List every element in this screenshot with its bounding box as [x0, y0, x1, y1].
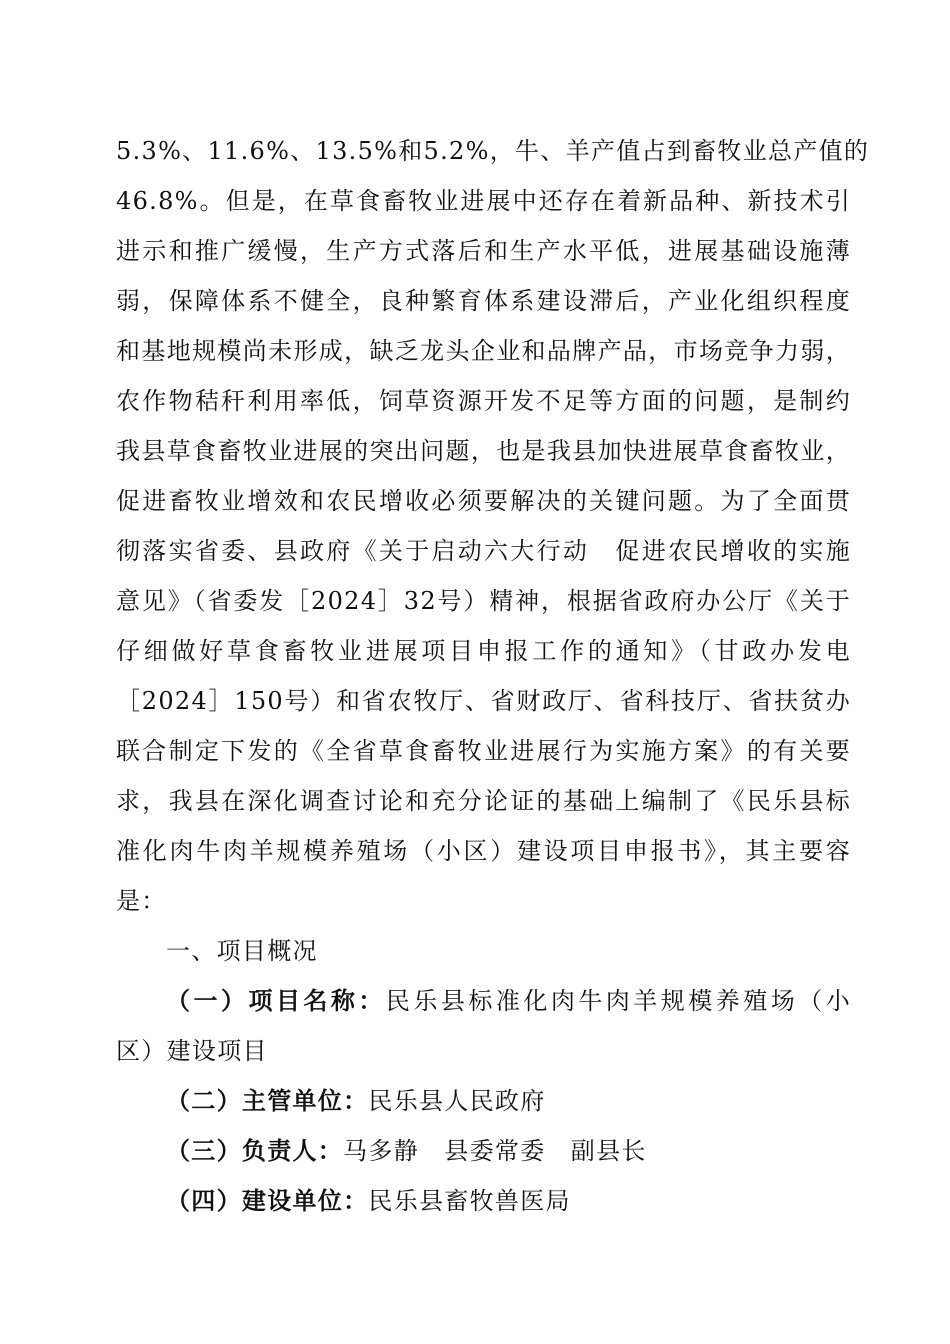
paragraph-line: 46.8%。但是，在草食畜牧业进展中还存在着新品种、新技术引 — [116, 187, 851, 215]
paragraph-line: 和基地规模尚未形成，缺乏龙头企业和品牌产品，市场竞争力弱， — [116, 337, 851, 365]
construction-unit-value: 民乐县畜牧兽医局 — [368, 1187, 571, 1215]
section-heading: 一、项目概况 — [166, 937, 318, 965]
paragraph-line: 5.3%、11.6%、13.5%和5.2%，牛、羊产值占到畜牧业总产值的 — [116, 137, 870, 165]
project-name-row — [166, 986, 851, 1016]
project-name-continuation: 区）建设项目 — [116, 1037, 268, 1065]
person-in-charge-value: 马多静 县委常委 副县长 — [343, 1137, 647, 1165]
supervising-unit-label: （二）主管单位： — [166, 1086, 369, 1115]
supervising-unit-value: 民乐县人民政府 — [368, 1087, 546, 1115]
paragraph-line: 促进畜牧业增效和农民增收必须要解决的关键问题。为了全面贯 — [116, 487, 851, 515]
paragraph-line: 联合制定下发的《全省草食畜牧业进展行为实施方案》的有关要 — [116, 737, 851, 765]
paragraph-line: ［2024］150号）和省农牧厅、省财政厅、省科技厅、省扶贫办 — [116, 687, 851, 715]
paragraph-line: 是： — [116, 887, 167, 915]
project-name-value: 民乐县标准化肉牛肉羊规模养殖场（小 — [385, 987, 851, 1015]
paragraph-line: 准化肉牛肉羊规模养殖场（小区）建设项目申报书》，其主要容 — [116, 837, 851, 865]
paragraph-line: 意见》（省委发［2024］32号）精神，根据省政府办公厅《关于 — [116, 587, 851, 615]
paragraph-line: 求，我县在深化调查讨论和充分论证的基础上编制了《民乐县标 — [116, 787, 851, 815]
construction-unit-label: （四）建设单位： — [166, 1186, 369, 1215]
construction-unit-row — [166, 1186, 901, 1216]
paragraph-line: 仔细做好草食畜牧业进展项目申报工作的通知》（甘政办发电 — [116, 637, 851, 665]
person-in-charge-row — [166, 1136, 901, 1166]
paragraph-line: 我县草食畜牧业进展的突出问题，也是我县加快进展草食畜牧业， — [116, 437, 851, 465]
project-name-label: （一）项目名称： — [166, 986, 386, 1015]
paragraph-line: 弱，保障体系不健全，良种繁育体系建设滞后，产业化组织程度 — [116, 287, 851, 315]
person-in-charge-label: （三）负责人： — [166, 1136, 344, 1165]
paragraph-line: 进示和推广缓慢，生产方式落后和生产水平低，进展基础设施薄 — [116, 237, 851, 265]
supervising-unit-row — [166, 1086, 901, 1116]
paragraph-line: 农作物秸秆利用率低，饲草资源开发不足等方面的问题，是制约 — [116, 387, 851, 415]
paragraph-line: 彻落实省委、县政府《关于启动六大行动 促进农民增收的实施 — [116, 537, 851, 565]
